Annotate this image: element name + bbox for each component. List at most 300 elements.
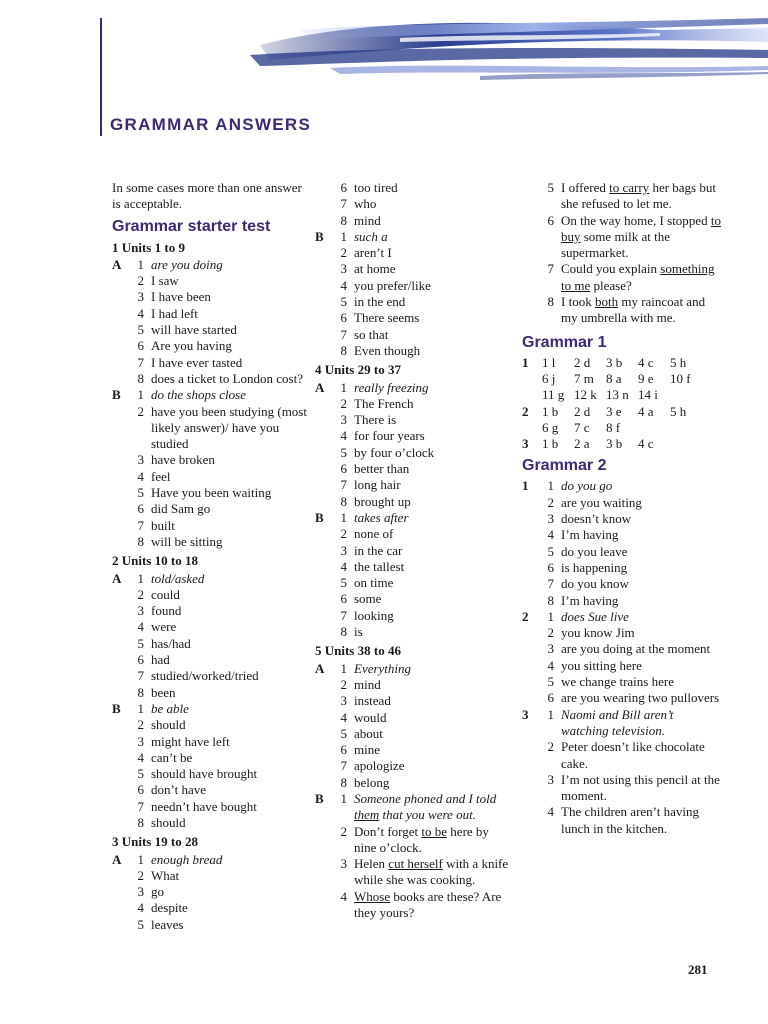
answer-segment: her bags but she refused to let me. [561, 180, 716, 212]
answer-row [315, 180, 510, 196]
answer-text: do you know [561, 576, 629, 592]
item-number: 6 [137, 652, 144, 668]
section-letter [315, 608, 335, 624]
section-letter [315, 726, 335, 742]
item-number: 2 [137, 717, 144, 733]
section-letter: B [315, 790, 324, 806]
answer-text [561, 294, 722, 327]
item-number: 3 [137, 603, 144, 619]
answer-text: built [151, 517, 175, 533]
section-letter: 2 [522, 608, 529, 624]
unit-heading: 3 Units 19 to 28 [112, 834, 198, 850]
item-number: 3 [340, 856, 347, 872]
answer-row [315, 278, 510, 294]
answer-text: needn’t have bought [151, 798, 257, 814]
item-number: 1 [340, 509, 347, 525]
answer-text: mind [354, 676, 381, 692]
answer-row [112, 338, 307, 354]
item-number: 5 [137, 322, 144, 338]
answer-row [315, 856, 510, 889]
answer-text: What [151, 867, 180, 883]
answer-row [112, 534, 307, 550]
answer-text: in the car [354, 542, 403, 558]
answer-row [522, 180, 722, 213]
section-letter [315, 624, 335, 640]
section-letter [315, 889, 335, 922]
answer-row [112, 371, 307, 387]
answer-text: enough bread [151, 851, 223, 867]
item-number: 7 [340, 196, 347, 212]
answer-text: were [151, 619, 177, 635]
item-number: 6 [547, 690, 554, 706]
answer-row [112, 501, 307, 517]
section-letter [112, 322, 132, 338]
answer-row [315, 294, 510, 310]
section-letter [522, 739, 542, 772]
section-letter: 3 [522, 706, 529, 722]
item-number: 1 [340, 379, 347, 395]
underlined-word: them [354, 807, 380, 823]
section-letter [112, 338, 132, 354]
item-number: 6 [340, 742, 347, 758]
answer-text: Are you having [151, 338, 232, 354]
answer-text: is [354, 624, 363, 640]
answer-text: takes after [354, 509, 409, 525]
answer-row [315, 543, 510, 559]
answer-cell: 7 c [574, 419, 590, 435]
answer-table [522, 355, 702, 453]
answer-grid-row [522, 420, 702, 436]
answer-text: some [354, 591, 382, 607]
section-letter [522, 511, 542, 527]
answer-cell: 1 l [542, 354, 556, 370]
section-letter [112, 799, 132, 815]
unit-heading: 2 Units 10 to 18 [112, 553, 198, 569]
answer-segment: I offered [561, 180, 610, 195]
answer-text: are you wearing two pullovers [561, 690, 720, 706]
item-number: 5 [340, 294, 347, 310]
answer-cell: 3 e [606, 403, 622, 419]
answer-row [112, 469, 307, 485]
section-letter [112, 900, 132, 916]
item-number: 3 [340, 261, 347, 277]
answer-row [315, 343, 510, 359]
item-number: 6 [340, 591, 347, 607]
item-number: 8 [340, 624, 347, 640]
section-letter [112, 534, 132, 550]
answer-text: doesn’t know [561, 511, 632, 527]
answer-row [112, 815, 307, 831]
item-number: 2 [340, 395, 347, 411]
item-number: 7 [340, 477, 347, 493]
underlined-word: to carry [609, 180, 650, 195]
section-heading: Grammar 2 [522, 457, 607, 475]
answer-text: I had left [151, 305, 198, 321]
answer-text: on time [354, 575, 394, 591]
section-letter [315, 196, 335, 212]
section-letter: B [315, 228, 324, 244]
answer-text: for four years [354, 428, 425, 444]
answer-text: The children aren’t having lunch in the kitchen. [561, 804, 700, 836]
section-letter [112, 485, 132, 501]
section-letter [112, 306, 132, 322]
answer-text [354, 791, 510, 824]
section-letter [315, 445, 335, 461]
section-letter [315, 278, 335, 294]
answer-row [522, 707, 722, 740]
answer-row [112, 273, 307, 289]
answer-row [315, 693, 510, 709]
item-number: 4 [547, 804, 554, 820]
item-number: 6 [137, 782, 144, 798]
answer-cell: 3 b [606, 436, 623, 452]
answer-segment: books are these? Are they yours? [354, 888, 502, 921]
answer-row [522, 690, 722, 706]
item-number: 4 [547, 657, 554, 673]
answer-text: might have left [151, 733, 230, 749]
answer-row [315, 510, 510, 526]
item-number: 7 [340, 758, 347, 774]
item-number: 2 [137, 867, 144, 883]
section-letter [112, 750, 132, 766]
answer-row [315, 624, 510, 640]
item-number: 4 [137, 619, 144, 635]
answer-text: are you waiting [561, 494, 642, 510]
answer-cell: 2 d [574, 403, 591, 419]
item-number: 5 [340, 725, 347, 741]
answer-text: There is [354, 412, 397, 428]
answer-row [112, 668, 307, 684]
item-number: 1 [547, 608, 554, 624]
answer-cell: 2 d [574, 354, 591, 370]
answer-text: I’m having [561, 592, 619, 608]
item-number: 5 [137, 766, 144, 782]
answer-row [315, 726, 510, 742]
answer-text: mind [354, 212, 381, 228]
answer-text: apologize [354, 758, 405, 774]
item-number: 2 [340, 676, 347, 692]
section-letter [522, 641, 542, 657]
answer-text: would [354, 709, 387, 725]
answer-row [315, 461, 510, 477]
answer-row [112, 289, 307, 305]
section-letter [112, 273, 132, 289]
item-number: 8 [340, 212, 347, 228]
section-letter [315, 575, 335, 591]
answer-row [522, 511, 722, 527]
answer-row [522, 625, 722, 641]
answer-segment: Could you explain [561, 261, 661, 277]
section-letter [315, 461, 335, 477]
item-number: 3 [137, 452, 144, 468]
answer-text: should have brought [151, 766, 258, 782]
section-letter [112, 469, 132, 485]
answer-text: be able [151, 700, 189, 716]
section-letter [112, 815, 132, 831]
answer-text: did Sam go [151, 501, 211, 517]
section-letter [315, 213, 335, 229]
answer-row [112, 603, 307, 619]
section-letter [112, 619, 132, 635]
answer-text: brought up [354, 493, 411, 509]
answer-text: long hair [354, 477, 401, 493]
item-number: 1 [137, 851, 144, 867]
answer-text: feel [151, 468, 171, 484]
answer-text [354, 824, 510, 857]
section-letter [315, 494, 335, 510]
answer-text: you sitting here [561, 657, 642, 673]
answer-row [315, 428, 510, 444]
answer-cell: 2 a [574, 436, 590, 452]
answer-text: in the end [354, 294, 406, 310]
section-letter [315, 261, 335, 277]
answer-segment: Don’t forget [354, 823, 422, 839]
answer-cell: 9 e [638, 370, 654, 386]
answer-text: studied/worked/tried [151, 668, 259, 684]
item-number: 3 [340, 412, 347, 428]
answer-text: been [151, 684, 176, 700]
item-number: 1 [137, 570, 144, 586]
heading-rule [100, 18, 102, 136]
answer-text: aren’t I [354, 245, 392, 261]
item-number: 1 [340, 660, 347, 676]
section-letter [112, 355, 132, 371]
answer-cell: 7 m [574, 370, 594, 386]
item-number: 5 [547, 180, 554, 195]
item-number: 7 [547, 576, 554, 592]
column-3 [522, 180, 722, 837]
item-number: 7 [340, 607, 347, 623]
answer-row [315, 889, 510, 922]
answer-row [522, 294, 722, 327]
section-letter [112, 717, 132, 733]
answer-text: we change trains here [561, 674, 674, 690]
col3-continued-items [522, 180, 722, 327]
exercise-number: 3 [522, 436, 529, 452]
answer-row [315, 559, 510, 575]
answer-row [522, 772, 722, 805]
item-number: 1 [137, 256, 144, 272]
grammar1-answer-grid [522, 355, 722, 453]
answer-segment: On the way home, I stopped [561, 212, 711, 228]
answer-text: you prefer/like [354, 277, 431, 293]
answer-row [315, 412, 510, 428]
section-letter: B [112, 387, 121, 403]
section-letter: 1 [522, 478, 529, 494]
answer-row [315, 477, 510, 493]
answer-text: you know Jim [561, 625, 635, 641]
answer-text: has/had [151, 635, 191, 651]
section-letter [315, 543, 335, 559]
item-number: 6 [340, 461, 347, 477]
item-number: 5 [340, 444, 347, 460]
answer-row [315, 775, 510, 791]
section-letter [112, 766, 132, 782]
answer-segment: with a knife while she was cooking. [354, 856, 509, 888]
section-letter [112, 668, 132, 684]
answer-row [315, 310, 510, 326]
answer-text: none of [354, 526, 394, 542]
answer-cell: 12 k [574, 387, 597, 403]
answer-row [522, 560, 722, 576]
answer-text: instead [354, 693, 391, 709]
item-number: 3 [547, 641, 554, 657]
item-number: 3 [547, 511, 554, 527]
item-number: 2 [137, 586, 144, 602]
answer-row [522, 609, 722, 625]
answer-row [315, 575, 510, 591]
section-letter [315, 742, 335, 758]
answer-text: I’m not using this pencil at the moment. [561, 771, 720, 804]
answer-grid-row [522, 371, 702, 387]
section-letter [315, 591, 335, 607]
answer-text [561, 261, 722, 294]
item-number: 2 [137, 403, 144, 419]
answer-text: despite [151, 900, 188, 916]
item-number: 5 [137, 485, 144, 501]
answer-text: by four o’clock [354, 444, 435, 460]
answer-row [112, 868, 307, 884]
section-letter [315, 180, 335, 196]
answer-text: don’t have [151, 782, 206, 798]
answer-row [112, 355, 307, 371]
item-number: 8 [547, 592, 554, 608]
answer-cell: 10 f [670, 370, 691, 386]
answer-grid-row [522, 436, 702, 452]
answer-row [112, 404, 307, 453]
answer-row [315, 445, 510, 461]
item-number: 2 [340, 823, 347, 839]
answer-text: I have ever tasted [151, 354, 243, 370]
item-number: 1 [547, 706, 554, 722]
answer-row [522, 213, 722, 262]
item-number: 8 [340, 493, 347, 509]
answer-row [315, 677, 510, 693]
section-letter [112, 371, 132, 387]
answer-text: had [151, 652, 170, 668]
answer-text: will have started [151, 322, 237, 338]
answer-row [315, 591, 510, 607]
item-number: 7 [340, 326, 347, 342]
section-letter [315, 310, 335, 326]
section-letter [112, 782, 132, 798]
answer-text: The French [354, 395, 414, 411]
grammar2-answers [522, 478, 722, 837]
section-letter [112, 501, 132, 517]
answer-text: does Sue live [561, 608, 629, 624]
answer-row [112, 734, 307, 750]
answer-row [522, 593, 722, 609]
item-number: 1 [340, 790, 347, 806]
answer-text: leaves [151, 916, 184, 932]
section-letter [315, 477, 335, 493]
answer-text: should [151, 717, 186, 733]
item-number: 7 [137, 798, 144, 814]
section-letter [112, 917, 132, 933]
answer-row [112, 636, 307, 652]
item-number: 3 [340, 542, 347, 558]
answer-segment: please? [590, 277, 632, 293]
answer-text: found [151, 603, 182, 619]
item-number: 8 [137, 684, 144, 700]
section-letter [522, 527, 542, 543]
item-number: 6 [137, 338, 144, 354]
section-heading: Grammar 1 [522, 333, 607, 351]
answer-row [315, 526, 510, 542]
answer-text: can’t be [151, 749, 193, 765]
answer-row [112, 452, 307, 468]
answer-text: There seems [354, 310, 420, 326]
answer-text [561, 213, 722, 262]
answer-row [522, 641, 722, 657]
answer-row [112, 799, 307, 815]
item-number: 2 [340, 526, 347, 542]
answer-row [112, 306, 307, 322]
answer-row [315, 710, 510, 726]
answer-text: go [151, 884, 164, 900]
answer-segment: here by nine o’clock. [354, 823, 489, 855]
answer-text: will be sitting [151, 533, 223, 549]
answer-row [112, 782, 307, 798]
section-letter [112, 289, 132, 305]
item-number: 1 [340, 228, 347, 244]
answer-row [315, 261, 510, 277]
section-letter [112, 518, 132, 534]
answer-row [112, 387, 307, 403]
section-letter [522, 593, 542, 609]
answer-row [112, 884, 307, 900]
item-number: 3 [340, 693, 347, 709]
answer-row [112, 701, 307, 717]
section-letter [315, 677, 335, 693]
item-number: 4 [137, 305, 144, 321]
answer-row [315, 494, 510, 510]
section-letter [522, 294, 542, 327]
section-letter [112, 884, 132, 900]
answer-text: told/asked [151, 570, 205, 586]
answer-row [522, 804, 722, 837]
section-letter [522, 576, 542, 592]
answer-segment: Helen [354, 856, 389, 872]
section-letter [522, 772, 542, 805]
section-letter [315, 412, 335, 428]
answer-text: I saw [151, 273, 179, 289]
answer-cell: 5 h [670, 403, 687, 419]
answer-text: the tallest [354, 558, 405, 574]
answer-text: could [151, 586, 180, 602]
answer-row [112, 766, 307, 782]
answer-row [315, 661, 510, 677]
answer-grid-row [522, 404, 702, 420]
underlined-word: Whose [354, 888, 391, 904]
underlined-word: cut herself [388, 856, 443, 872]
item-number: 8 [547, 294, 554, 310]
section-heading: Grammar starter test [112, 217, 271, 235]
answer-cell: 4 c [638, 354, 654, 370]
answer-text: looking [354, 607, 394, 623]
section-letter [522, 180, 542, 213]
answer-row [112, 571, 307, 587]
item-number: 1 [137, 387, 144, 403]
answer-cell: 1 b [542, 403, 559, 419]
item-number: 6 [547, 212, 554, 228]
answer-row [522, 261, 722, 294]
section-letter [112, 734, 132, 750]
answer-text [354, 889, 510, 922]
item-number: 8 [137, 814, 144, 830]
page-title: GRAMMAR ANSWERS [110, 115, 312, 134]
answer-text: I have been [151, 289, 211, 305]
